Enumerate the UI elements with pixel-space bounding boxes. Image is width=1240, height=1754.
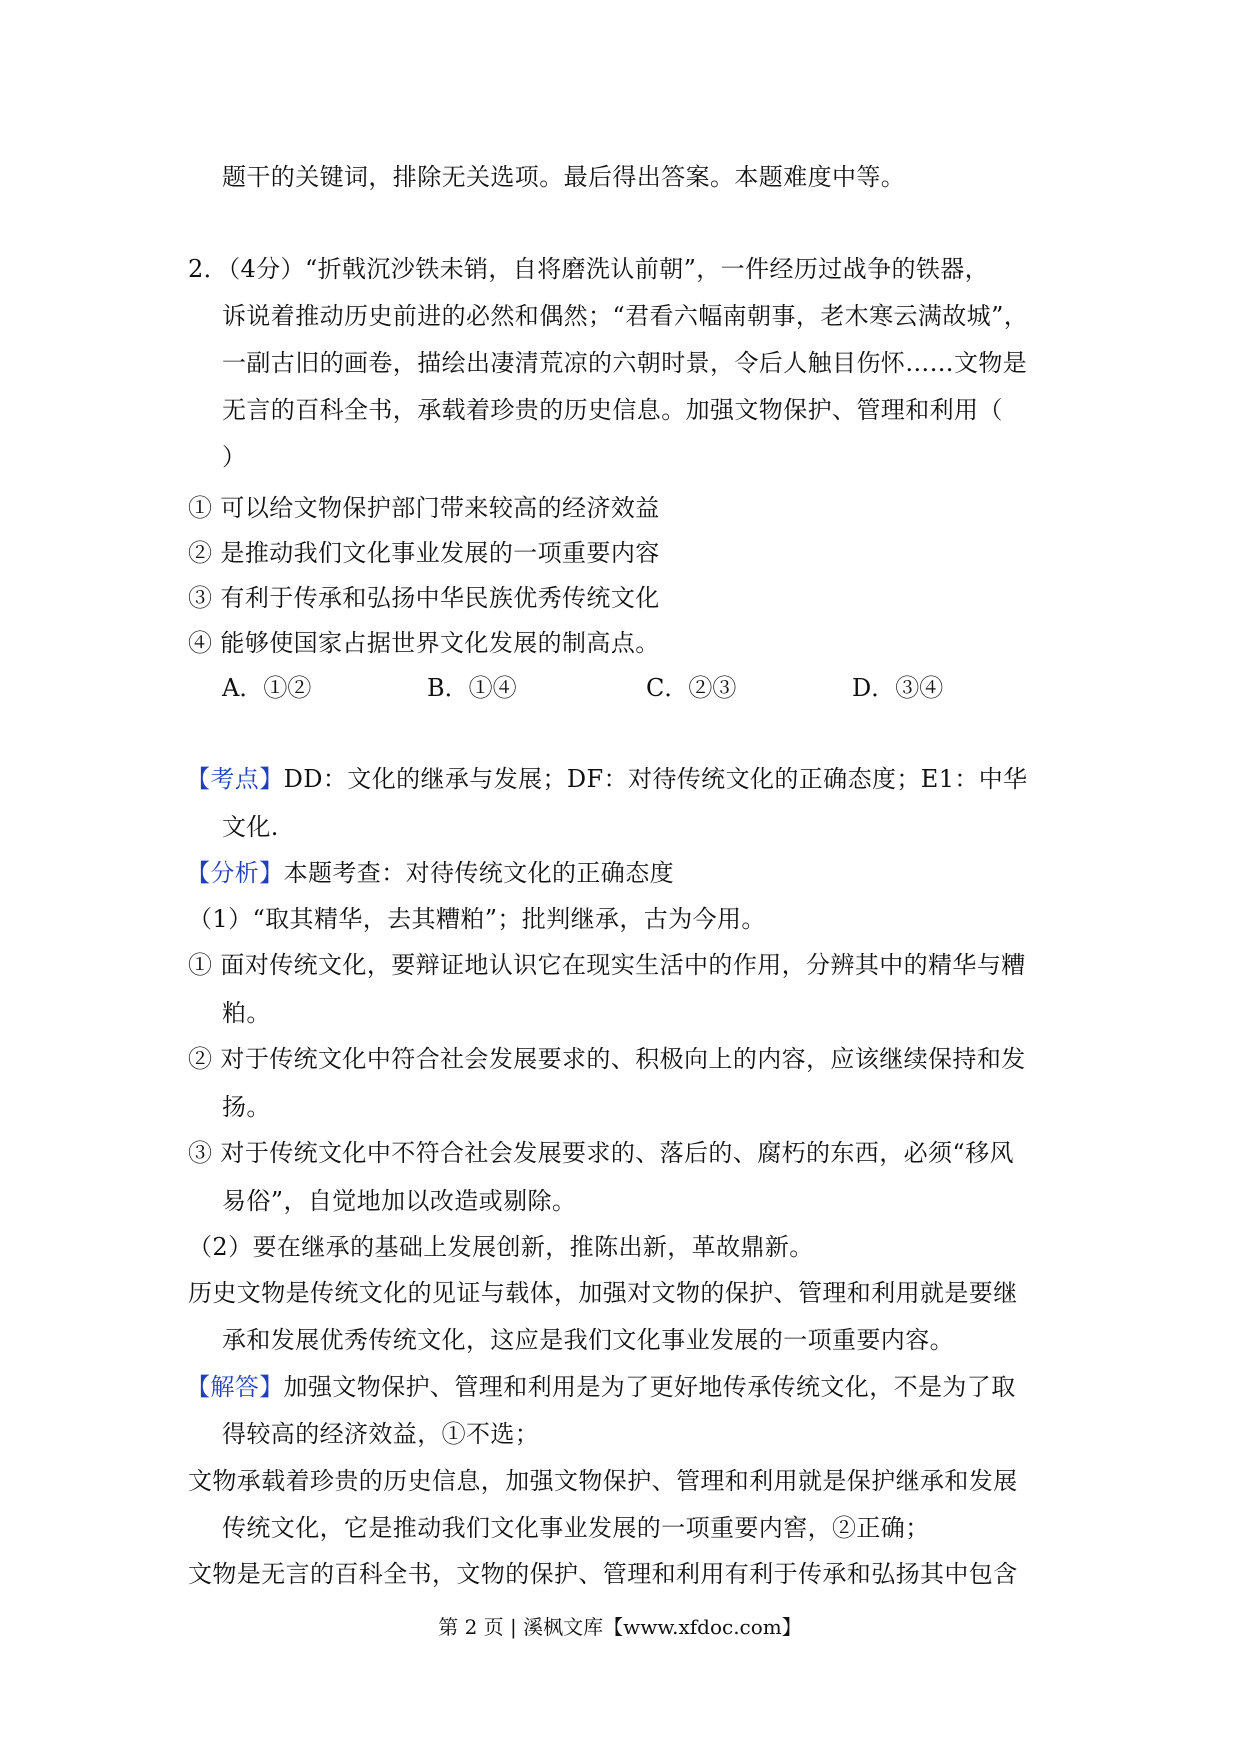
fenxi-line-3: 粕。 <box>222 999 271 1027</box>
fenxi-line-8: （2）要在继承的基础上发展创新，推陈出新，革故鼎新。 <box>188 1233 814 1261</box>
kaodian-text: DD：文化的继承与发展；DF：对待传统文化的正确态度；E1：中华 <box>283 765 1028 793</box>
question-line-1: 2．（4分）“折戟沉沙铁未销，自将磨洗认前朝”，一件经历过战争的铁器， <box>188 255 990 283</box>
question-line-3: 一副古旧的画卷，描绘出凄清荒凉的六朝时景，令后人触目伤怀……文物是 <box>222 349 1028 377</box>
fenxi-tag: 【分析】 <box>186 859 284 887</box>
kaodian-cont: 文化. <box>222 813 279 841</box>
fenxi-line-10: 承和发展优秀传统文化，这应是我们文化事业发展的一项重要内容。 <box>222 1326 954 1354</box>
jieda-line-2: 文物承载着珍贵的历史信息，加强文物保护、管理和利用就是保护继承和发展 <box>188 1467 1018 1495</box>
option-c: C．②③ <box>646 674 737 702</box>
fenxi-line-6: ③ 对于传统文化中不符合社会发展要求的、落后的、腐朽的东西，必须“移风 <box>188 1139 1014 1167</box>
statement-1: ① 可以给文物保护部门带来较高的经济效益 <box>188 494 660 522</box>
kaodian-line <box>186 764 1028 794</box>
question-line-5: ） <box>222 443 247 471</box>
question-line-2: 诉说着推动历史前进的必然和偶然；“君看六幅南朝事，老木寒云满故城”， <box>222 302 1029 330</box>
jieda-text: 加强文物保护、管理和利用是为了更好地传承传统文化，不是为了取 <box>283 1373 1016 1401</box>
jieda-line-4: 文物是无言的百科全书，文物的保护、管理和利用有利于传承和弘扬其中包含 <box>188 1560 1018 1588</box>
jieda-tag: 【解答】 <box>186 1373 284 1401</box>
jieda-line-1: 得较高的经济效益，①不选； <box>222 1420 540 1448</box>
statement-4: ④ 能够使国家占据世界文化发展的制高点。 <box>188 629 660 657</box>
jieda-line <box>186 1372 1016 1402</box>
option-a: A．①② <box>222 674 312 702</box>
fenxi-line-1: （1）“取其精华，去其糟粕”；批判继承，古为今用。 <box>188 905 766 933</box>
option-d: D．③④ <box>852 674 944 702</box>
page-footer: 第 2 页 | 溪枫文库【www.xfdoc.com】 <box>438 1615 802 1639</box>
fenxi-line-9: 历史文物是传统文化的见证与载体，加强对文物的保护、管理和利用就是要继 <box>188 1279 1018 1307</box>
fenxi-line-5: 扬。 <box>222 1093 271 1121</box>
fenxi-line-2: ① 面对传统文化，要辩证地认识它在现实生活中的作用，分辨其中的精华与糟 <box>188 951 1026 979</box>
fenxi-line-4: ② 对于传统文化中符合社会发展要求的、积极向上的内容，应该继续保持和发 <box>188 1045 1026 1073</box>
option-b: B．①④ <box>427 674 517 702</box>
statement-2: ② 是推动我们文化事业发展的一项重要内容 <box>188 539 660 567</box>
intro-line: 题干的关键词，排除无关选项。最后得出答案。本题难度中等。 <box>222 163 906 191</box>
question-line-4: 无言的百科全书，承载着珍贵的历史信息。加强文物保护、管理和利用（ <box>222 396 1003 424</box>
fenxi-line-7: 易俗”，自觉地加以改造或剔除。 <box>222 1187 577 1215</box>
kaodian-tag: 【考点】 <box>186 765 284 793</box>
fenxi-text: 本题考查：对待传统文化的正确态度 <box>283 859 675 887</box>
statement-3: ③ 有利于传承和弘扬中华民族优秀传统文化 <box>188 584 660 612</box>
fenxi-line <box>186 858 674 888</box>
jieda-line-3: 传统文化，它是推动我们文化事业发展的一项重要内窖，②正确； <box>222 1514 930 1542</box>
